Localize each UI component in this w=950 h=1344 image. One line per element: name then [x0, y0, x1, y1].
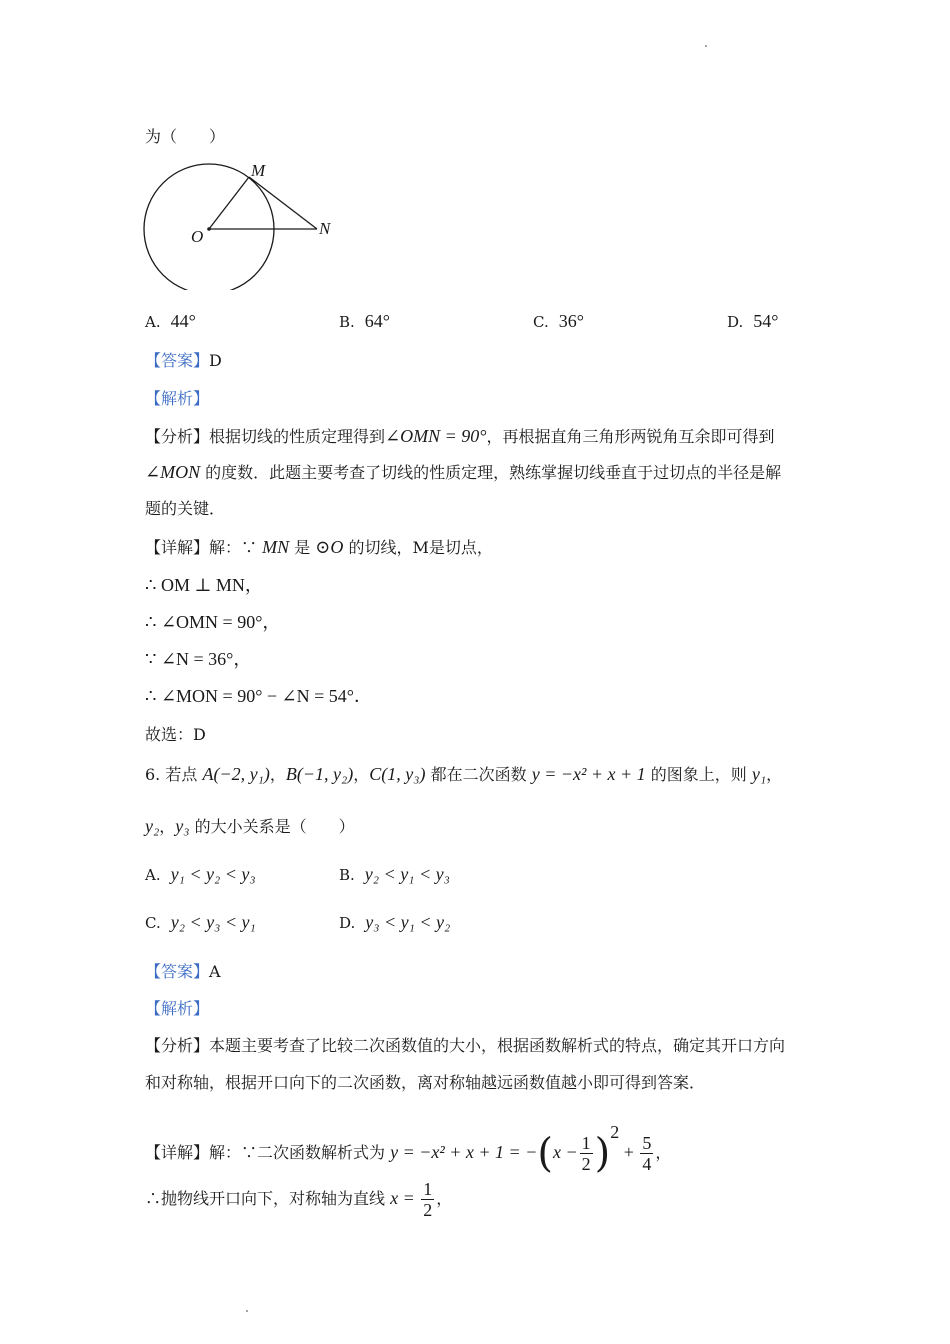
q5-fenxi-line1: 【分析】根据切线的性质定理得到∠OMN = 90°，再根据直角三角形两锐角互余即可得到: [145, 426, 775, 446]
q5-option-c: C. 36°: [533, 311, 584, 331]
q6-xiangjie-line2: ∴抛物线开口向下，对称轴为直线 x = $\frac{1}{2}$ ，: [145, 1179, 453, 1220]
q6-xiangjie-line1: 【详解】解：∵二次函数解析式为 y = −x² + x + 1 = −(x − $\frac{1}{2}$ )$^2$ + $\frac{5}{4}$ ，: [145, 1122, 672, 1177]
center-point: [207, 227, 211, 231]
label-n: N: [319, 219, 331, 238]
label-o: O: [191, 227, 204, 246]
corner-dot-bottom: [246, 1310, 248, 1312]
fraction-one-half: $\frac{1}{2}$: [581, 1133, 591, 1174]
q5-xiangjie-line5: ∴ ∠MON = 90° − ∠N = 54°．: [145, 686, 372, 706]
q6-answer: 【答案】A: [145, 962, 221, 981]
q6-fenxi-line1: 【分析】本题主要考查了比较二次函数值的大小，根据函数解析式的特点，确定其开口方向: [145, 1036, 786, 1055]
q5-analysis-tag: 【解析】: [145, 389, 210, 408]
fraction-axis-one-half: $\frac{1}{2}$: [423, 1179, 433, 1220]
q5-xiangjie-line1: 【详解】解：∵ MN 是 ⊙O 的切线，M是切点，: [145, 537, 493, 557]
q6-option-a: A. y₁ < y₂ < y₃: [145, 864, 256, 884]
segment-mn: [249, 177, 317, 229]
q5-stem-tail: 为（ ）: [145, 127, 226, 146]
q6-option-c: C. y₂ < y₃ < y₁: [145, 912, 256, 932]
segment-om: [209, 177, 249, 229]
q5-fenxi-line2: ∠MON 的度数．此题主要考查了切线的性质定理，熟练掌握切线垂直于过切点的半径是解: [145, 462, 782, 482]
q5-answer: 【答案】D: [145, 351, 222, 370]
q5-final-choice: 故选：D: [145, 725, 206, 744]
q6-option-b: B. y₂ < y₁ < y₃: [339, 864, 450, 884]
q6-analysis-tag: 【解析】: [145, 999, 210, 1018]
q6-stem-line1: 6. 若点 A(−2, y₁)，B(−1, y₂)，C(1, y₃) 都在二次函数 y = −x² + x + 1 的图象上，则 y₁，: [145, 764, 783, 784]
label-m: M: [251, 161, 266, 180]
q5-fenxi-line3: 题的关键．: [145, 499, 226, 518]
q6-stem-line2: y₂，y₃ 的大小关系是（ ）: [145, 816, 355, 836]
circle-o: [144, 164, 274, 290]
q5-xiangjie-line4: ∵ ∠N = 36°，: [145, 649, 252, 669]
q6-option-d: D. y₃ < y₁ < y₂: [339, 912, 451, 932]
q6-fenxi-line2: 和对称轴，根据开口向下的二次函数，离对称轴越远函数值越小即可得到答案．: [145, 1073, 706, 1092]
fraction-five-quarters: $\frac{5}{4}$: [642, 1133, 652, 1174]
q5-xiangjie-line3: ∴ ∠OMN = 90°，: [145, 612, 281, 632]
circle-tangent-figure: [140, 160, 350, 290]
q5-xiangjie-line2: ∴ OM ⊥ MN，: [145, 575, 263, 595]
q5-option-a: A. 44°: [145, 311, 196, 331]
q5-option-d: D. 54°: [727, 311, 779, 331]
corner-dot-top: [705, 45, 707, 47]
q5-option-b: B. 64°: [339, 311, 390, 331]
